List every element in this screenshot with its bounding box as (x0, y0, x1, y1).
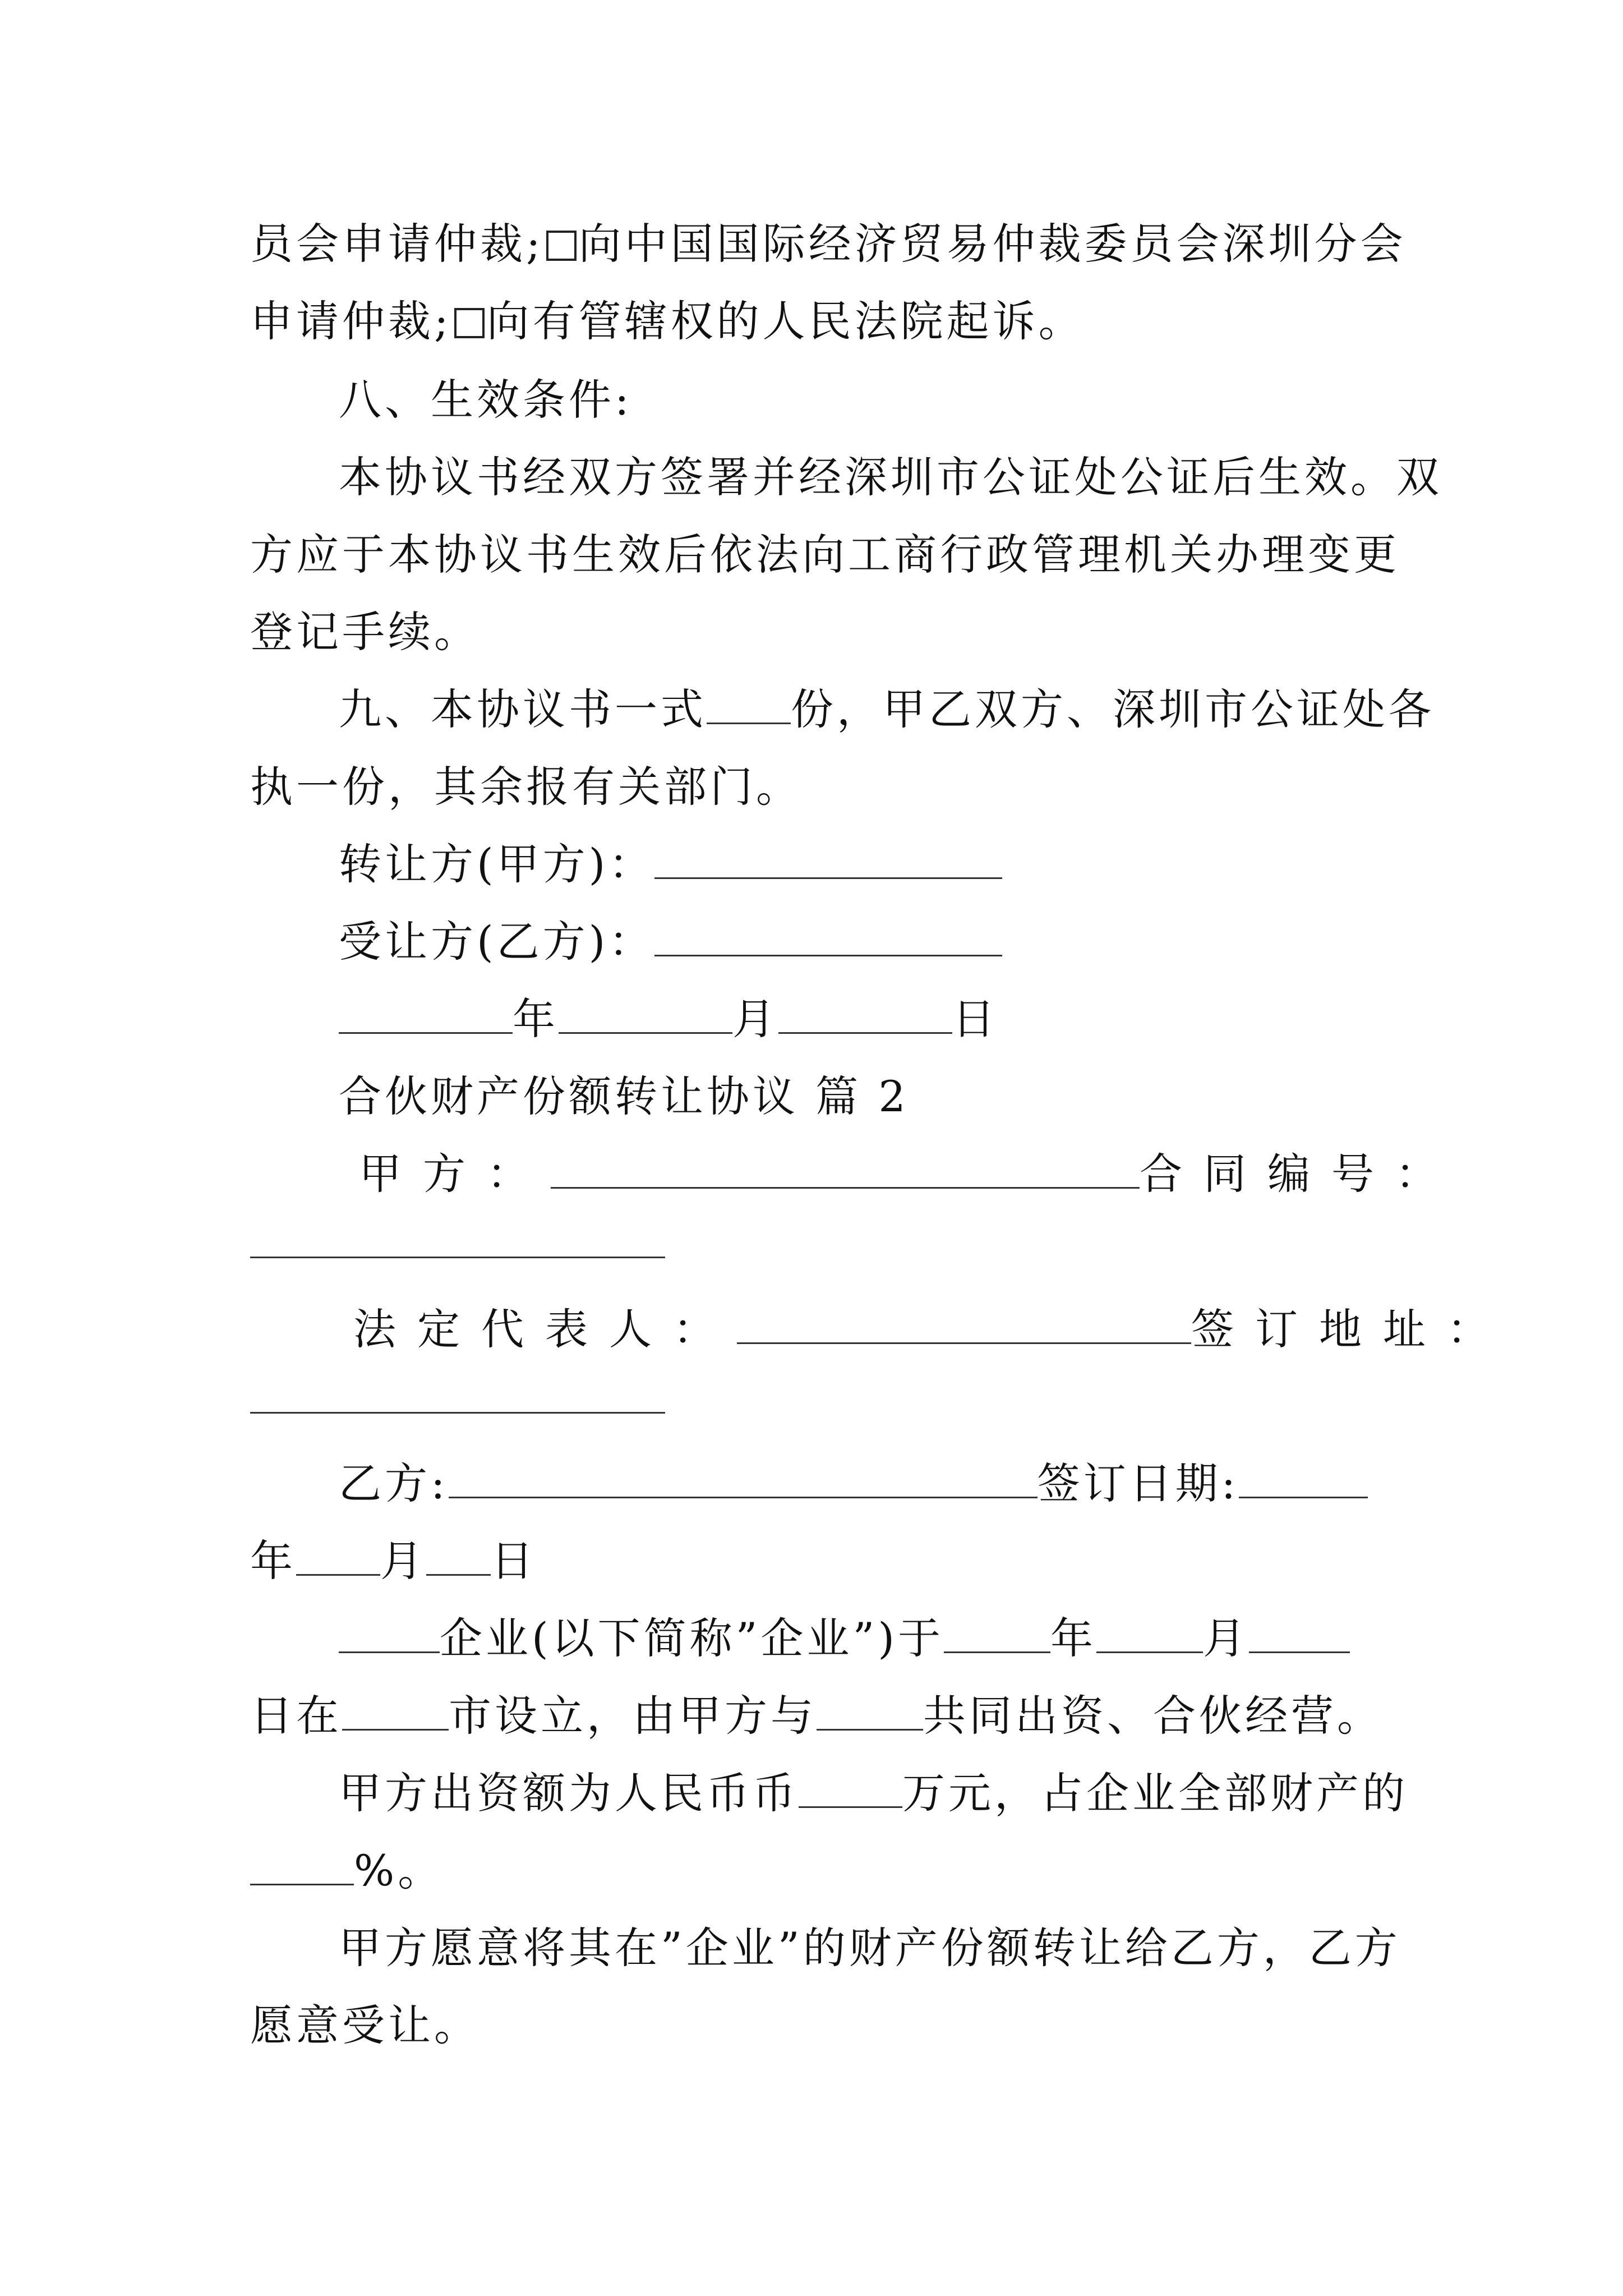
contract-no-label: 合同编号： (1140, 1149, 1459, 1199)
paragraph-line: 方应于本协议书生效后依法向工商行政管理机关办理变更 (250, 530, 1400, 579)
paragraph-line: 甲方愿意将其在”企业”的财产份额转让给乙方，乙方 (339, 1923, 1401, 1973)
paragraph-line (339, 1765, 1408, 1821)
party-b-label: 乙方: (339, 1458, 449, 1508)
paragraph-line (339, 682, 1435, 738)
month-blank[interactable] (296, 1535, 380, 1576)
text-run: 日在 (250, 1691, 342, 1741)
text-run: 员会申请仲裁; (250, 219, 544, 269)
text-run: 共同出资、合伙经营。 (923, 1691, 1383, 1741)
percent-blank[interactable] (250, 1844, 354, 1885)
sign-date-label: 签订日期: (1037, 1458, 1239, 1508)
signature-line (339, 836, 1389, 892)
legal-rep-label: 法定代表人： (353, 1304, 737, 1354)
city-blank[interactable] (342, 1690, 449, 1731)
amount-blank[interactable] (799, 1767, 902, 1808)
day-blank[interactable] (1249, 1612, 1350, 1653)
month-blank[interactable] (1096, 1612, 1203, 1653)
text-run: 企业(以下简称”企业”)于 (440, 1613, 944, 1663)
section-heading: 八、生效条件: (339, 375, 633, 425)
text-run: 万元，占企业全部财产的 (902, 1768, 1408, 1818)
contract-no-blank[interactable] (250, 1257, 665, 1258)
transferee-label: 受让方(乙方)： (339, 917, 655, 967)
month-label: 月 (380, 1536, 426, 1586)
sign-address-blank[interactable] (250, 1412, 665, 1414)
year-blank[interactable] (339, 993, 513, 1034)
year-label: 年 (1050, 1613, 1097, 1663)
text-run: 市设立，由甲方与 (449, 1691, 817, 1741)
paragraph-line (250, 1843, 1389, 1899)
text-run: 份，甲乙双方、深圳市公证处各 (791, 684, 1435, 734)
copies-blank[interactable] (707, 683, 791, 724)
enterprise-blank[interactable] (339, 1612, 440, 1653)
month-label: 月 (732, 994, 778, 1044)
paragraph-line (250, 293, 1389, 349)
day-blank[interactable] (778, 993, 952, 1034)
paragraph-line: 执一份，其余报有关部门。 (250, 762, 802, 812)
paragraph-line (250, 1688, 1389, 1744)
text-run: 申请仲裁; (250, 296, 452, 346)
document-title: 合伙财产份额转让协议 篇 2 (339, 1071, 909, 1121)
checkbox[interactable] (546, 231, 577, 261)
text-run: 九、本协议书一式 (339, 684, 707, 734)
date-line (339, 991, 1389, 1047)
signature-line (339, 914, 1389, 970)
transferor-blank[interactable] (654, 838, 1002, 879)
header-field-line (359, 1146, 1459, 1202)
paragraph-line: 本协议书经双方签署并经深圳市公证处公证后生效。双 (339, 452, 1442, 502)
party-a-label: 甲方： (359, 1149, 551, 1199)
text-run: 向有管辖权的人民法院起诉。 (486, 296, 1085, 346)
sign-year-blank[interactable] (1239, 1457, 1368, 1498)
transferee-blank[interactable] (654, 915, 1002, 956)
header-field-line (353, 1301, 1511, 1358)
month-blank[interactable] (559, 993, 732, 1034)
paragraph-line: 登记手续。 (250, 607, 480, 657)
party-a-blank[interactable] (551, 1148, 1140, 1189)
transferor-label: 转让方(甲方)： (339, 839, 655, 889)
paragraph-line: 愿意受让。 (250, 2000, 480, 2050)
day-blank[interactable] (426, 1535, 491, 1576)
paragraph-line (339, 1611, 1389, 1667)
checkbox[interactable] (454, 308, 485, 338)
header-field-line (339, 1456, 1389, 1512)
paragraph-line (250, 216, 1407, 272)
year-blank[interactable] (944, 1612, 1050, 1653)
text-run: %。 (354, 1846, 444, 1895)
month-label: 月 (1203, 1613, 1249, 1663)
sign-address-label: 签订地址： (1191, 1304, 1511, 1354)
day-label: 日 (491, 1536, 537, 1586)
text-run: 向中国国际经济贸易仲裁委员会深圳分会 (578, 219, 1407, 269)
party-b-blank[interactable] (449, 1457, 1038, 1498)
partner-blank[interactable] (817, 1690, 923, 1731)
year-label: 年 (513, 994, 559, 1044)
legal-rep-blank[interactable] (737, 1303, 1191, 1344)
year-label: 年 (250, 1536, 296, 1586)
day-label: 日 (952, 994, 998, 1044)
text-run: 甲方出资额为人民币币 (339, 1768, 799, 1818)
date-line (250, 1533, 1389, 1589)
